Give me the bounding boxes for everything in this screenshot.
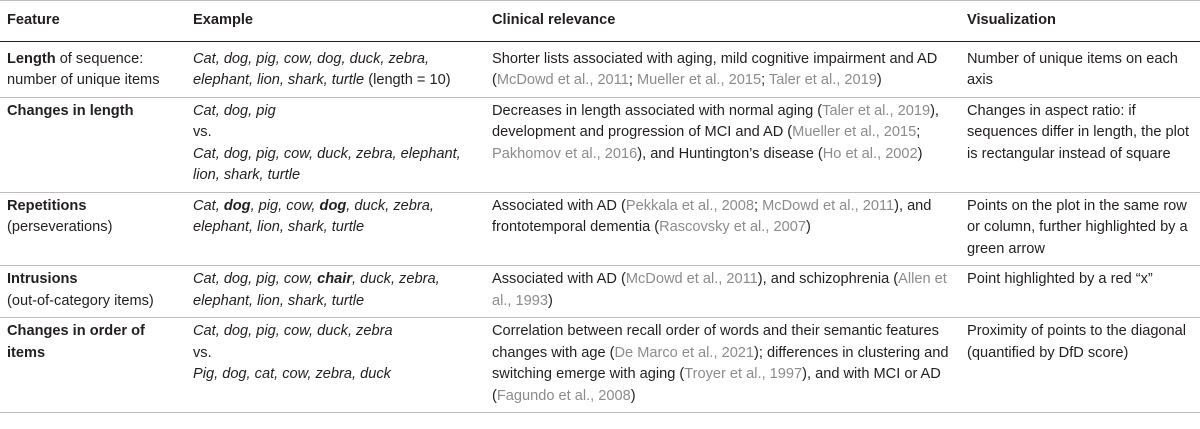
highlighted-word: chair <box>317 271 353 287</box>
example-cell <box>186 266 485 318</box>
example-text: Cat, dog, pig, cow, duck, zebra, elephant, lion, shark, turtle <box>193 145 461 183</box>
feature-cell <box>0 41 186 97</box>
example-text: Cat, dog, pig <box>193 102 276 119</box>
example-cell <box>186 192 485 266</box>
clinical-text: Associated with AD ( <box>492 197 626 214</box>
visualization-cell: Point highlighted by a red “x” <box>960 266 1200 318</box>
citation-link[interactable]: Taler et al., 2019 <box>768 72 877 88</box>
feature-cell <box>0 192 186 266</box>
example-text: , duck, zebra, elephant, lion, shark, turtle <box>193 271 440 309</box>
table-row <box>0 266 1200 318</box>
highlighted-word: dog <box>319 197 347 214</box>
citation-link[interactable]: Fagundo et al., 2008 <box>496 387 631 404</box>
example-text: Cat, dog, pig, cow, dog, duck, zebra, elephant, lion, shark, turtle <box>193 50 430 88</box>
citation-link[interactable]: Taler et al., 2019 <box>822 102 931 119</box>
clinical-text: ) <box>876 72 882 88</box>
example-text: Cat, dog, pig, cow, duck, zebra <box>193 323 393 339</box>
clinical-text: ), and schizophrenia ( <box>757 271 899 287</box>
example-text: Pig, dog, cat, cow, zebra, duck <box>193 366 391 382</box>
citation-link[interactable]: McDowd et al., 2011 <box>625 271 758 287</box>
clinical-text: ); differences in clustering and switching emerge with aging ( <box>492 344 949 382</box>
clinical-cell <box>485 97 960 192</box>
feature-cell <box>0 97 186 192</box>
clinical-text: Decreases in length associated with normal aging ( <box>492 102 823 119</box>
citation-link[interactable]: Troyer et al., 1997 <box>684 366 803 382</box>
header-row <box>0 1 1200 42</box>
citation-link[interactable]: Pekkala et al., 2008 <box>625 197 755 214</box>
feature-cell <box>0 318 186 413</box>
feature-desc: (perseverations) <box>7 219 113 235</box>
feature-desc: of sequence: number of unique items <box>7 50 160 88</box>
citation-link[interactable]: Pakhomov et al., 2016 <box>492 145 638 162</box>
versus-label: vs. <box>193 124 212 140</box>
table-row <box>0 318 1200 413</box>
clinical-text: Correlation between recall order of words and their semantic features changes with age ( <box>492 323 939 361</box>
clinical-text: Associated with AD ( <box>492 271 626 287</box>
feature-name: Changes in order of items <box>7 323 145 361</box>
header-example: Example <box>186 1 485 42</box>
citation-link[interactable]: Allen et al., 1993 <box>492 271 947 309</box>
example-text: Cat, dog, pig, cow, <box>193 271 318 287</box>
clinical-text: ) <box>917 145 923 162</box>
highlighted-word: dog <box>223 197 251 214</box>
clinical-text: ) <box>805 219 811 235</box>
clinical-text: ), and Huntington’s disease ( <box>637 145 823 162</box>
visualization-cell: Proximity of points to the diagonal (quantified by DfD score) <box>960 318 1200 413</box>
table-row <box>0 97 1200 192</box>
clinical-text: ), development and progression of MCI and AD ( <box>492 102 939 140</box>
header-feature: Feature <box>0 1 186 42</box>
example-cell <box>186 41 485 97</box>
clinical-cell <box>485 192 960 266</box>
citation-link[interactable]: De Marco et al., 2021 <box>614 344 755 361</box>
clinical-text: ) <box>630 387 636 404</box>
feature-desc: (out-of-category items) <box>7 292 154 309</box>
visualization-cell: Points on the plot in the same row or column, further highlighted by a green arrow <box>960 192 1200 266</box>
clinical-text: Shorter lists associated with aging, mild cognitive impairment and AD ( <box>492 50 938 88</box>
visualization-cell: Number of unique items on each axis <box>960 41 1200 97</box>
feature-name: Repetitions <box>7 197 87 214</box>
clinical-text: ; <box>916 124 921 140</box>
clinical-text: ) <box>548 292 553 309</box>
citation-link[interactable]: Mueller et al., 2015 <box>636 72 762 88</box>
citation-link[interactable]: Rascovsky et al., 2007 <box>659 219 806 235</box>
citation-link[interactable]: Ho et al., 2002 <box>822 145 918 162</box>
versus-label: vs. <box>193 344 212 361</box>
clinical-cell <box>485 318 960 413</box>
feature-name: Changes in length <box>7 102 134 119</box>
visualization-cell: Changes in aspect ratio: if sequences differ in length, the plot is rectangular instead of square <box>960 97 1200 192</box>
citation-link[interactable]: Mueller et al., 2015 <box>792 124 917 140</box>
header-visualization: Visualization <box>960 1 1200 42</box>
example-cell <box>186 97 485 192</box>
clinical-text: ; <box>754 197 763 214</box>
clinical-text: ), and frontotemporal dementia ( <box>492 197 932 235</box>
example-text: Cat, <box>193 197 224 214</box>
citation-link[interactable]: McDowd et al., 2011 <box>496 72 629 88</box>
clinical-cell <box>485 266 960 318</box>
citation-link[interactable]: McDowd et al., 2011 <box>762 197 895 214</box>
feature-cell <box>0 266 186 318</box>
header-clinical-relevance: Clinical relevance <box>485 1 960 42</box>
example-suffix: (length = 10) <box>364 72 451 88</box>
table-row <box>0 192 1200 266</box>
table-row <box>0 41 1200 97</box>
feature-name: Length <box>7 50 56 67</box>
clinical-text: ), and with MCI or AD ( <box>492 366 941 404</box>
clinical-text: ; <box>761 72 769 88</box>
example-text: , pig, cow, <box>250 197 320 214</box>
clinical-cell <box>485 41 960 97</box>
clinical-text: ; <box>628 72 637 88</box>
example-cell <box>186 318 485 413</box>
feature-name: Intrusions <box>7 271 78 287</box>
example-text: , duck, zebra, elephant, lion, shark, turtle <box>193 197 434 235</box>
